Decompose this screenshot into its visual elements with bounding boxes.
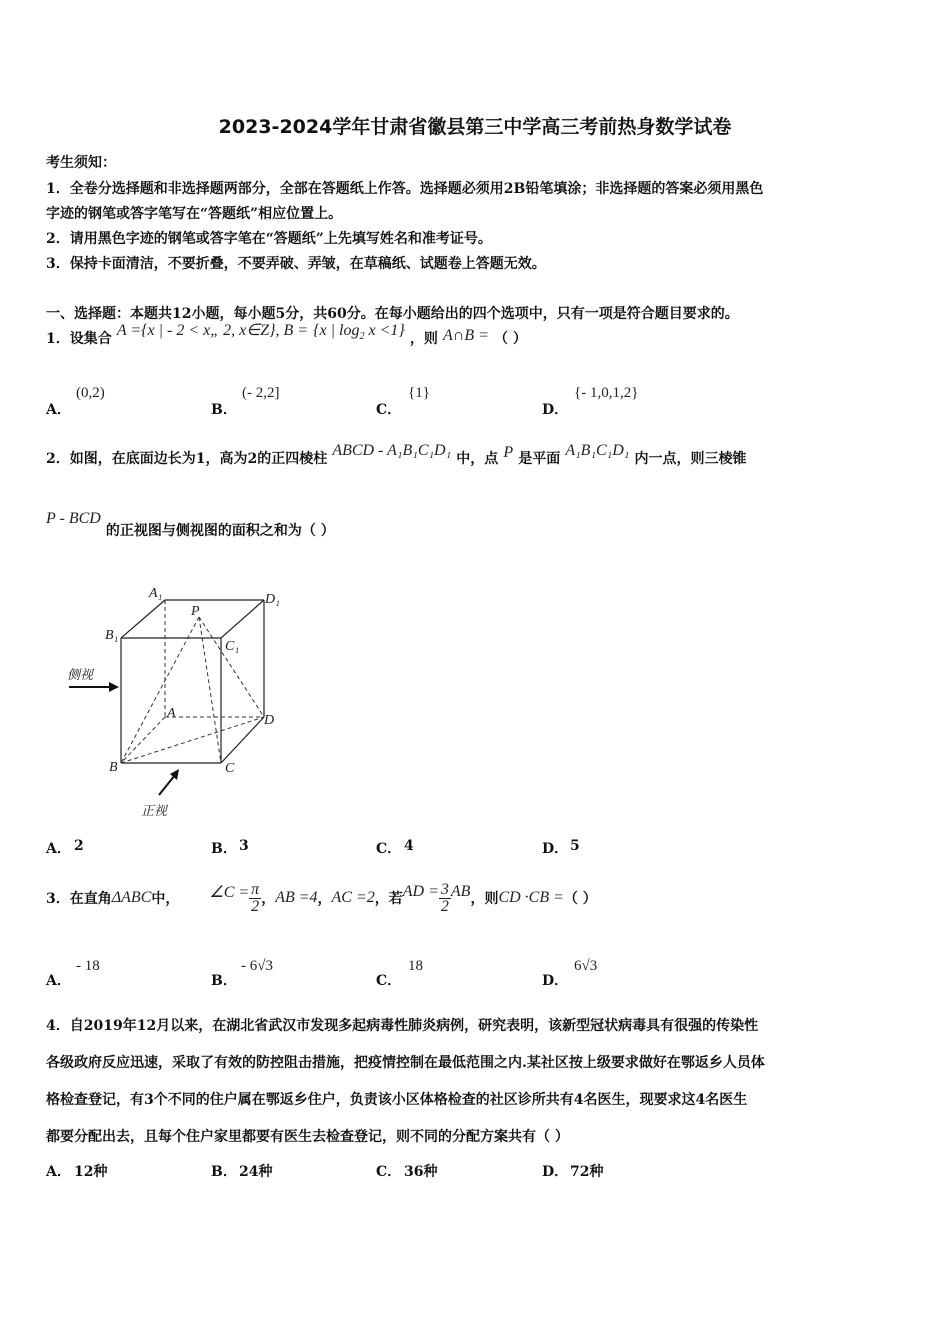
q2-options [46,838,906,858]
q2-line-2-text: 的正视图与侧视图的面积之和为（ ） [105,523,335,539]
q3-ac: AC =2 [331,889,375,906]
q1-set-b: {x | $\log_2 x <1$} [313,322,405,343]
q3-then: ，则 [470,891,499,907]
notice-line-3: 3．保持卡面清洁，不要折叠，不要弄破、弄皱，在草稿纸、试题卷上答题无效。 [46,256,546,272]
q3-option-a-label: A． [46,973,71,989]
q3-ad: AD = [402,883,439,900]
q3-three-halves: $\frac{3}{2}$ [440,880,449,915]
q4-option-c-value: 36种 [404,1164,438,1180]
q1-expr: A∩B = [442,327,489,344]
label-d1: D₁ [265,592,280,607]
q4-options [46,1161,906,1181]
notice-line-2: 2．请用黑色字迹的钢笔或答字笔在“答题纸”上先填写姓名和准考证号。 [46,231,492,247]
label-c: C [225,761,235,776]
q2-option-c-value: 4 [404,838,414,854]
q1-set-a: A ={x | - 2 < x„ 2, x∈Z}, B = [116,322,309,339]
q1-paren: （ ） [493,331,527,347]
q3-option-b-label: B． [211,973,237,989]
q3-option-c-label: C． [376,973,402,989]
q1-option-b-label: B． [211,402,237,418]
q4-line-4: 都要分配出去，且每个住户家里都要有医生去检查登记，则不同的分配方案共有（ ） [46,1129,569,1145]
q2-option-a-label: A． [46,841,71,857]
section-heading: 一、选择题：本题共12小题，每小题5分，共60分。在每小题给出的四个选项中，只有一项是符合题目要求的。 [46,306,739,322]
q2-pyramid: P - BCD [46,510,101,527]
q1-prefix: 1．设集合 [46,331,112,347]
q1-option-a-value: (0,2) [76,385,105,401]
label-d: D [264,713,275,728]
side-view-label: 侧视 [67,668,94,683]
q3-paren: （ ） [563,891,597,907]
notice-heading: 考生须知： [46,155,116,171]
q3-ab2: AB [450,883,471,900]
q1-option-c-label: C． [376,402,402,418]
q1-option-c-value: {1} [408,385,430,401]
front-view-label: 正视 [141,804,168,819]
question-3: 3．在直角 ΔABC 中， ∠C = $\frac{\pi}{2}$ ， AB =4 ， AC =2 ，若 AD = $\frac{3}{2}$ AB ，则 CD ·CB = （ ） [46,880,597,915]
q2-option-a-value: 2 [74,838,84,854]
q1-option-d-label: D． [542,402,569,418]
q2-end: 内一点，则三棱锥 [634,451,747,467]
q1-options [46,385,906,421]
q3-ab: AB =4 [275,889,318,906]
q2-option-b-value: 3 [239,838,249,854]
q2-plane: A₁B₁C₁D₁ [565,442,630,459]
q2-mid1: 中，点 [456,451,499,467]
q3-mid: 中， [151,891,180,907]
label-b1: B₁ [105,628,119,643]
q3-option-c-value: 18 [408,958,423,974]
side-view-arrowhead [109,682,119,692]
q4-option-c-label: C． [376,1164,402,1180]
q2-option-b-label: B． [211,841,237,857]
notice-line-1a: 1．全卷分选择题和非选择题两部分，全部在答题纸上作答。选择题必须用2B铅笔填涂；非选择题的答案必须用黑色 [46,181,764,197]
q2-mid2: 是平面 [518,451,561,467]
q2-point: P [503,444,514,461]
q2-line-2 [46,510,335,540]
q4-option-a-label: A． [46,1164,71,1180]
q1-option-b-value: (- 2,2] [242,385,280,401]
q2-option-d-value: 5 [570,838,580,854]
q3-option-d-value: 6√3 [574,958,598,974]
q3-options [46,958,906,990]
q4-option-d-label: D． [542,1164,569,1180]
q3-prefix: 3．在直角 [46,891,112,907]
question-2 [46,442,747,468]
q3-option-d-label: D． [542,973,569,989]
q3-angle: ∠C = [209,884,250,901]
q3-ruo: ，若 [374,891,403,907]
label-a: A [167,706,176,721]
q4-option-a-value: 12种 [74,1164,108,1180]
q3-option-b-value: - 6√3 [241,958,273,974]
label-c1: C₁ [225,639,240,654]
q4-line-2: 各级政府反应迅速，采取了有效的防控阻击措施，把疫情控制在最低范围之内.某社区按上级要求做好在鄂返乡人员体 [46,1055,765,1071]
q1-suffix: ，则 [409,331,438,347]
notice-line-1b: 字迹的钢笔或答字笔写在“答题纸”相应位置上。 [46,206,343,222]
label-b: B [109,760,118,775]
q4-option-d-value: 72种 [570,1164,604,1180]
q2-option-c-label: C． [376,841,402,857]
q4-line-1: 4．自2019年12月以来，在湖北省武汉市发现多起病毒性肺炎病例，研究表明，该新型冠状病毒具有很强的传染性 [46,1018,759,1034]
label-p: P [191,604,200,619]
q4-line-3: 格检查登记，有3个不同的住户属在鄂返乡住户，负责该小区体格检查的社区诊所共有4名医生，现要求这4名医生 [46,1092,748,1108]
page-title: 2023-2024学年甘肃省徽县第三中学高三考前热身数学试卷 [218,116,732,138]
prism-hidden-edges [121,600,264,763]
q2-prism: ABCD - A₁B₁C₁D₁ [332,442,452,459]
view-arrows [69,682,179,795]
q2-prefix: 2．如图，在底面边长为1，高为2的正四棱柱 [46,451,328,467]
q2-option-d-label: D． [542,841,569,857]
prism-solid-edges [121,600,264,763]
q3-cdcb: CD ·CB = [498,889,564,906]
q3-pi-over-2: $\frac{\pi}{2}$ [251,880,260,915]
label-a1: A₁ [149,586,163,601]
q4-option-b-label: B． [211,1164,237,1180]
q3-triangle: ΔABC [111,889,152,906]
q3-option-a-value: - 18 [76,958,100,974]
prism-figure [55,575,295,825]
q4-option-b-value: 24种 [239,1164,273,1180]
question-1 [46,322,527,350]
q1-option-a-label: A． [46,402,71,418]
q1-option-d-value: {- 1,0,1,2} [574,385,639,401]
front-view-arrow [159,775,175,795]
